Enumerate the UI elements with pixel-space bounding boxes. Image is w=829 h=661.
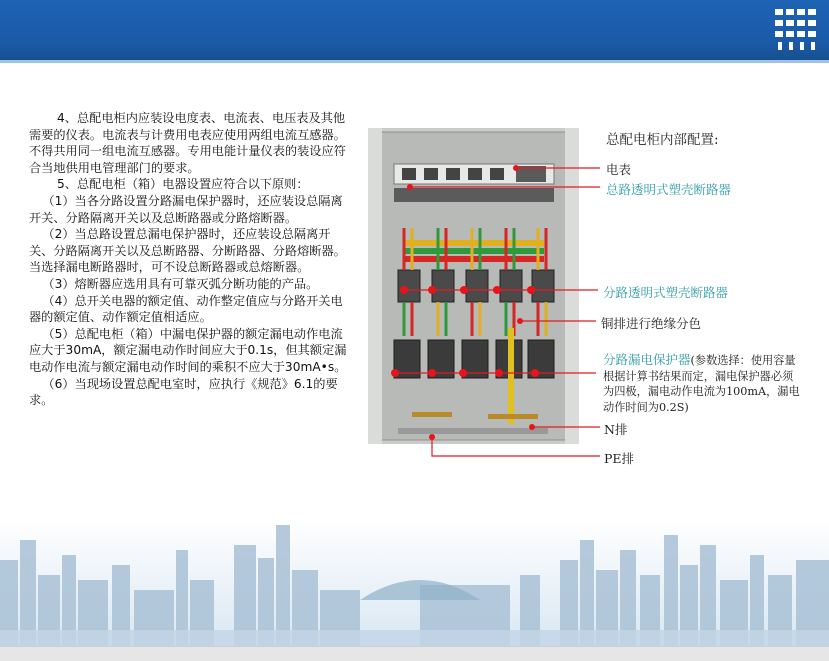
label-meter: 电表	[606, 162, 632, 177]
header-band	[0, 0, 829, 60]
item-1: （1）当各分路设置分路漏电保护器时，还应装设总隔离开关、分路隔离开关以及总断路器或分路熔断器。	[29, 193, 343, 225]
header-divider	[0, 60, 829, 63]
label-leakage-protector	[603, 352, 803, 415]
label-copper-bar: 铜排进行绝缘分色	[601, 316, 702, 331]
label-pe-bar: PE排	[604, 451, 635, 466]
dot-grid-logo-icon	[771, 3, 823, 55]
bottom-strip	[0, 646, 829, 661]
item-2: （2）当总路设置总漏电保护器时，还应装设总隔离开关、分路隔离开关以及总断路器、分断路器、分路熔断器。当选择漏电断路器时，可不设总断路器或总熔断器。	[29, 227, 346, 275]
item-6: （6）当现场设置总配电室时，应执行《规范》6.1的要求。	[29, 376, 338, 408]
city-skyline-image	[0, 520, 829, 650]
leakage-title: 分路漏电保护器	[603, 352, 691, 367]
cabinet-photo	[368, 128, 579, 444]
item-5: （5）总配电柜（箱）中漏电保护器的额定漏电动作电流应大于30mA，额定漏电动作时间应大于0.1s，但其额定漏电动作电流与额定漏电动作时间的乘积不应大于30mA•s。	[29, 326, 347, 374]
paragraph-4: 4、总配电柜内应装设电度表、电流表、电压表及其他需要的仪表。电流表与计费用电表应使用两组电流互感器。不得共用同一组电流互感器。专用电能计量仪表的装设应符合当地供用电管理部门的要求。	[29, 111, 346, 175]
item-4: （4）总开关电器的额定值、动作整定值应与分路开关电器的额定值、动作额定值相适应。	[29, 293, 343, 325]
item-3: （3）熔断器应选用具有可靠灭弧分断功能的产品。	[42, 276, 319, 291]
label-main-breaker: 总路透明式塑壳断路器	[606, 182, 732, 197]
body-text	[29, 110, 354, 409]
label-branch-breaker: 分路透明式塑壳断路器	[603, 285, 729, 300]
diagram-title: 总配电柜内部配置:	[606, 132, 719, 148]
leakage-note: (参数选择：使用容量根据计算书结果而定，漏电保护器必须为四极，漏电动作电流为100mA，漏电动作时间为0.2S)	[603, 354, 800, 414]
paragraph-5: 5、总配电柜（箱）电器设置应符合以下原则：	[57, 177, 309, 192]
label-n-bar: N排	[604, 422, 628, 437]
